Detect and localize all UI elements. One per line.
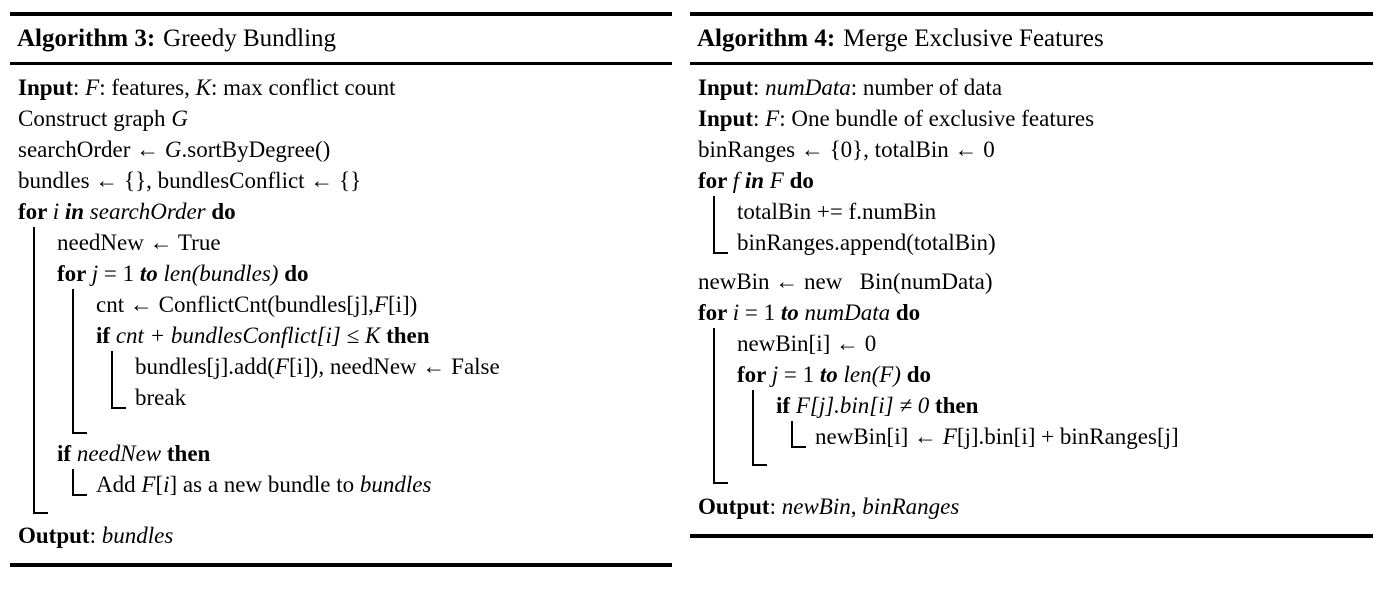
block-rail [72, 351, 87, 382]
pseudocode-line [10, 351, 672, 382]
code-text: Output: bundles [18, 523, 174, 548]
block-rail [752, 421, 767, 452]
block-rail [713, 359, 728, 390]
pseudocode-line [690, 196, 1373, 227]
pseudocode-line [10, 227, 672, 258]
block-rail [33, 320, 48, 351]
pseudocode-line [690, 328, 1373, 359]
block-rail [33, 351, 48, 382]
code-text: needNew ← True [57, 230, 221, 255]
block-rail [713, 328, 728, 359]
block-end-marker [10, 500, 672, 518]
algorithm-box-merge-exclusive-features [690, 12, 1373, 538]
code-text: Input: F: features, K: max conflict count [18, 75, 396, 100]
pseudocode-line [10, 469, 672, 500]
code-text: if needNew then [57, 441, 211, 466]
algorithm-number: Algorithm 3: [17, 25, 156, 52]
block-rail [713, 421, 728, 452]
pseudocode-line [690, 421, 1373, 452]
algorithm-caption: Greedy Bundling [163, 25, 337, 52]
block-end-rail [752, 452, 767, 466]
code-text: Construct graph G [18, 106, 188, 131]
code-text: for j = 1 to len(F) do [737, 362, 931, 387]
pseudocode-line [10, 196, 672, 227]
code-text: cnt ← ConflictCnt(bundles[j],F[i]) [96, 292, 418, 317]
algorithm-caption: Merge Exclusive Features [843, 25, 1104, 52]
algorithm-title [690, 12, 1373, 65]
pseudocode-line [690, 165, 1373, 196]
code-text: for i in searchOrder do [18, 199, 236, 224]
pseudocode-line [10, 258, 672, 289]
code-text: break [135, 385, 187, 410]
code-text: for f in F do [698, 168, 814, 193]
code-text: newBin[i] ← 0 [737, 331, 877, 356]
pseudocode-line [10, 165, 672, 196]
pseudocode-line [690, 266, 1373, 297]
block-rail [111, 351, 126, 382]
block-rail [33, 258, 48, 289]
code-text: totalBin += f.numBin [737, 199, 937, 224]
block-rail [713, 390, 728, 421]
block-rail [752, 390, 767, 421]
code-text: searchOrder ← G.sortByDegree() [18, 137, 331, 162]
pseudocode-line [690, 134, 1373, 165]
block-end-rail [713, 227, 728, 254]
block-rail [72, 289, 87, 320]
pseudocode-line [690, 390, 1373, 421]
block-rail [33, 289, 48, 320]
pseudocode-line [690, 227, 1373, 258]
pseudocode-line [690, 297, 1373, 328]
algorithm-number: Algorithm 4: [697, 25, 836, 52]
pseudocode-line [10, 134, 672, 165]
block-rail [72, 320, 87, 351]
code-text: binRanges ← {0}, totalBin ← 0 [698, 137, 995, 162]
pseudocode-line [10, 520, 672, 551]
code-text: binRanges.append(totalBin) [737, 230, 996, 255]
block-rail [33, 382, 48, 413]
block-end-rail [72, 469, 87, 496]
pseudocode-line [10, 438, 672, 469]
code-text: Add F[i] as a new bundle to bundles [96, 472, 432, 497]
algorithm-box-greedy-bundling [10, 12, 672, 567]
pseudocode-line [690, 359, 1373, 390]
code-text: bundles ← {}, bundlesConflict ← {} [18, 168, 362, 193]
block-rail [713, 452, 728, 470]
block-end-marker [10, 413, 672, 438]
block-end-rail [713, 470, 728, 484]
code-text: for i = 1 to numData do [698, 300, 921, 325]
code-text: newBin[i] ← F[j].bin[i] + binRanges[j] [815, 424, 1179, 449]
pseudocode-line [690, 72, 1373, 103]
code-text: Input: F: One bundle of exclusive features [698, 106, 1095, 131]
algorithm-body [690, 65, 1373, 538]
code-text: Output: newBin, binRanges [698, 494, 960, 519]
code-text: bundles[j].add(F[i]), needNew ← False [135, 354, 500, 379]
algorithm-title [10, 12, 672, 65]
block-rail [33, 469, 48, 500]
pseudocode-line [10, 289, 672, 320]
block-end-rail [791, 421, 806, 448]
pseudocode-line [690, 491, 1373, 522]
pseudocode-line [10, 382, 672, 413]
code-text: for j = 1 to len(bundles) do [57, 261, 309, 286]
block-end-marker [690, 470, 1373, 488]
block-end-marker [690, 452, 1373, 470]
code-text: if cnt + bundlesConflict[i] ≤ K then [96, 323, 430, 348]
code-text: newBin ← new Bin(numData) [698, 269, 993, 294]
block-rail [33, 413, 48, 438]
pseudocode-line [10, 103, 672, 134]
block-end-rail [72, 413, 87, 434]
pseudocode-line [10, 320, 672, 351]
code-text: if F[j].bin[i] ≠ 0 then [776, 393, 979, 418]
block-rail [713, 196, 728, 227]
block-rail [72, 382, 87, 413]
pseudocode-line [10, 72, 672, 103]
pseudocode-line [690, 103, 1373, 134]
block-rail [33, 227, 48, 258]
block-rail [33, 438, 48, 469]
code-text: Input: numData: number of data [698, 75, 1003, 100]
algorithm-body [10, 65, 672, 567]
block-end-rail [111, 382, 126, 409]
block-end-rail [33, 500, 48, 514]
